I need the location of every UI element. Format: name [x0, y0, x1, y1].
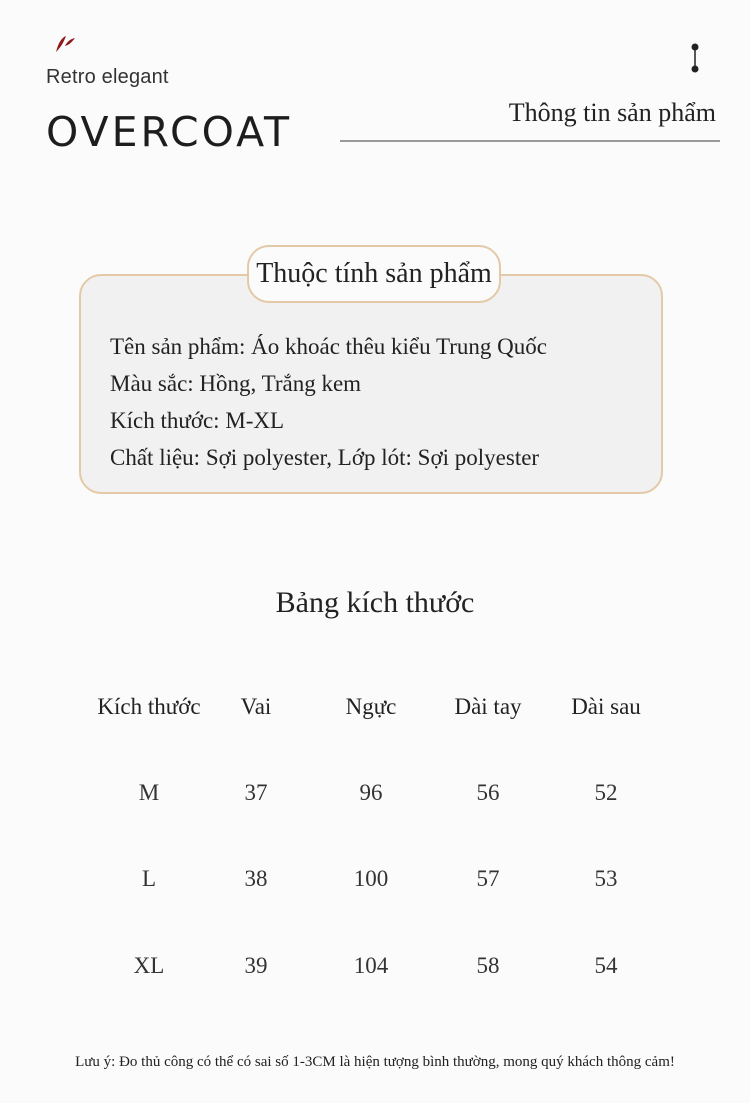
table-cell: XL — [133, 953, 165, 978]
table-header: Ngực — [345, 694, 397, 719]
table-cell: 57 — [476, 866, 500, 891]
table-cell: 56 — [476, 780, 500, 805]
table-header: Dài tay — [454, 694, 522, 719]
attribute-material: Chất liệu: Sợi polyester, Lớp lót: Sợi polyester — [110, 445, 540, 470]
table-cell: 54 — [594, 953, 618, 978]
header-divider — [340, 140, 720, 142]
logo-leaf-icon — [54, 34, 76, 54]
table-cell: 96 — [359, 780, 383, 805]
section-label: Thông tin sản phẩm — [508, 98, 716, 127]
attributes-title-badge — [247, 245, 501, 303]
table-cell: 53 — [594, 866, 618, 891]
table-header: Dài sau — [571, 694, 641, 719]
table-cell: 38 — [244, 866, 268, 891]
size-chart-title: Bảng kích thước — [275, 586, 475, 619]
brand-tagline: Retro elegant — [46, 66, 169, 88]
table-cell: 104 — [353, 953, 389, 978]
table-cell: 52 — [594, 780, 618, 805]
table-cell: 58 — [476, 953, 500, 978]
table-cell: L — [141, 866, 157, 891]
table-cell: 100 — [353, 866, 389, 891]
attribute-color: Màu sắc: Hồng, Trắng kem — [110, 371, 362, 396]
measurement-note: Lưu ý: Đo thủ công có thể có sai số 1-3CM là hiện tượng bình thường, mong quý khách thông cảm! — [75, 1054, 675, 1070]
table-cell: M — [138, 780, 160, 805]
attribute-size: Kích thước: M-XL — [110, 408, 285, 433]
attributes-title: Thuộc tính sản phẩm — [256, 258, 492, 289]
attributes-list — [110, 328, 547, 476]
table-header: Vai — [240, 694, 272, 719]
brand-name: OVERCOAT — [46, 108, 293, 156]
attribute-product-name: Tên sản phẩm: Áo khoác thêu kiểu Trung Quốc — [110, 334, 547, 359]
table-cell: 37 — [244, 780, 268, 805]
table-cell: 39 — [244, 953, 268, 978]
pin-icon — [690, 42, 700, 74]
table-header: Kích thước — [97, 694, 201, 719]
